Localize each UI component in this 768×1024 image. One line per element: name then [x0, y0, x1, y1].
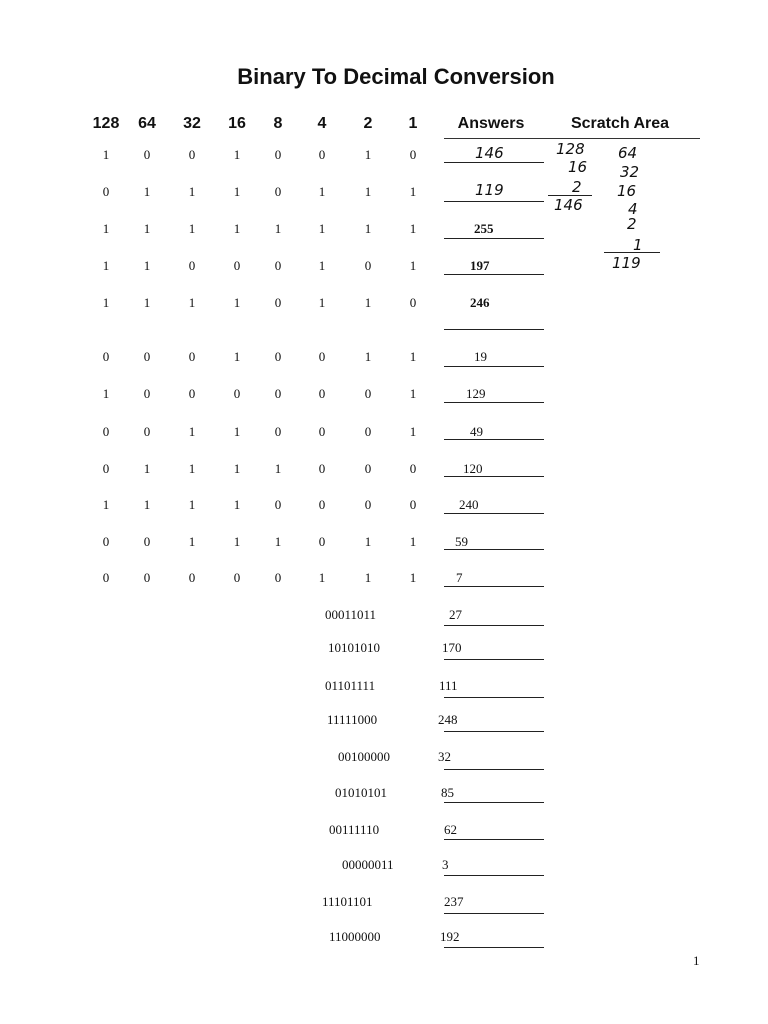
bit-cell: 1 — [318, 570, 326, 585]
bit-cell: 1 — [143, 295, 151, 310]
answer-value: 255 — [474, 221, 494, 236]
bit-cell: 0 — [102, 534, 110, 549]
answer-line — [444, 913, 544, 914]
bit-cell: 0 — [143, 534, 151, 549]
answer-line — [444, 697, 544, 698]
bit-cell: 0 — [143, 386, 151, 401]
scratch-number: 2 — [572, 178, 582, 196]
bit-cell: 1 — [318, 184, 326, 199]
bit-cell: 1 — [143, 258, 151, 273]
bit-cell: 0 — [143, 570, 151, 585]
bit-cell: 1 — [318, 295, 326, 310]
answer-value: 120 — [463, 461, 483, 476]
answer-line — [444, 274, 544, 275]
binary-string: 11101101 — [322, 894, 373, 909]
page-title: Binary To Decimal Conversion — [237, 64, 555, 89]
bit-cell: 0 — [188, 570, 196, 585]
scratch-number: 119 — [612, 254, 641, 272]
bit-cell: 1 — [188, 424, 196, 439]
scratch-number: 16 — [568, 158, 588, 176]
bit-cell: 0 — [274, 349, 282, 364]
bit-cell: 1 — [233, 497, 241, 512]
answer-line — [444, 439, 544, 440]
answer-value: 59 — [455, 534, 468, 549]
bit-cell: 1 — [409, 258, 417, 273]
bit-cell: 0 — [274, 424, 282, 439]
bit-cell: 1 — [143, 461, 151, 476]
answer-value: 240 — [459, 497, 479, 512]
bit-cell: 1 — [102, 386, 110, 401]
answer-value: 146 — [475, 144, 504, 162]
answer-line — [444, 586, 544, 587]
bit-cell: 0 — [102, 424, 110, 439]
bit-cell: 1 — [188, 461, 196, 476]
bit-cell: 0 — [318, 349, 326, 364]
binary-string: 01101111 — [325, 678, 376, 693]
answer-value: 49 — [470, 424, 483, 439]
bit-cell: 0 — [188, 349, 196, 364]
bit-cell: 1 — [188, 534, 196, 549]
bit-cell: 1 — [409, 570, 417, 585]
bit-cell: 1 — [233, 349, 241, 364]
bit-cell: 1 — [102, 221, 110, 236]
answer-line — [444, 659, 544, 660]
answer-value: 129 — [466, 386, 486, 401]
header-divider — [444, 138, 700, 139]
bit-cell: 0 — [274, 184, 282, 199]
answer-value: 7 — [456, 570, 463, 585]
bit-cell: 0 — [188, 147, 196, 162]
answer-line — [444, 839, 544, 840]
answer-value: 246 — [470, 295, 490, 310]
bit-cell: 1 — [188, 221, 196, 236]
answer-line — [444, 329, 544, 330]
bit-cell: 1 — [188, 295, 196, 310]
answer-value: 62 — [444, 822, 457, 837]
bit-cell: 1 — [233, 424, 241, 439]
bit-cell: 0 — [188, 258, 196, 273]
scratch-number: 32 — [620, 163, 640, 181]
bit-cell: 0 — [102, 461, 110, 476]
bit-cell: 1 — [274, 534, 282, 549]
bit-cell: 1 — [233, 184, 241, 199]
scratch-area-header: Scratch Area — [570, 115, 670, 132]
scratch-sum-line — [604, 252, 660, 253]
answer-value: 248 — [438, 712, 458, 727]
answer-value: 192 — [440, 929, 460, 944]
scratch-sum-line — [548, 195, 592, 196]
answers-header: Answers — [457, 115, 525, 132]
bit-cell: 0 — [274, 570, 282, 585]
scratch-number: 146 — [554, 196, 583, 214]
bit-cell: 1 — [409, 221, 417, 236]
bit-cell: 1 — [364, 221, 372, 236]
bit-cell: 0 — [233, 258, 241, 273]
bit-cell: 1 — [409, 386, 417, 401]
bit-weight-header: 16 — [228, 115, 246, 132]
bit-cell: 0 — [188, 386, 196, 401]
bit-cell: 0 — [364, 258, 372, 273]
scratch-number: 2 — [627, 215, 637, 233]
bit-cell: 1 — [143, 184, 151, 199]
answer-line — [444, 402, 544, 403]
bit-cell: 1 — [364, 147, 372, 162]
answer-value: 237 — [444, 894, 464, 909]
answer-line — [444, 875, 544, 876]
bit-cell: 1 — [188, 184, 196, 199]
bit-weight-header: 8 — [273, 115, 283, 132]
answer-line — [444, 366, 544, 367]
answer-line — [444, 513, 544, 514]
bit-cell: 1 — [364, 295, 372, 310]
scratch-number: 4 — [628, 200, 638, 218]
bit-cell: 1 — [318, 221, 326, 236]
bit-weight-header: 32 — [183, 115, 201, 132]
answer-line — [444, 731, 544, 732]
bit-cell: 0 — [318, 386, 326, 401]
bit-cell: 1 — [274, 461, 282, 476]
bit-weight-header: 4 — [317, 115, 327, 132]
bit-cell: 1 — [233, 221, 241, 236]
bit-cell: 0 — [318, 461, 326, 476]
answer-line — [444, 549, 544, 550]
binary-string: 10101010 — [328, 640, 380, 655]
bit-cell: 1 — [188, 497, 196, 512]
bit-weight-header: 2 — [363, 115, 373, 132]
binary-string: 01010101 — [335, 785, 387, 800]
bit-cell: 1 — [102, 147, 110, 162]
bit-cell: 0 — [409, 461, 417, 476]
answer-value: 27 — [449, 607, 462, 622]
bit-cell: 1 — [102, 295, 110, 310]
bit-weight-header: 1 — [408, 115, 418, 132]
bit-cell: 1 — [102, 497, 110, 512]
bit-cell: 0 — [233, 570, 241, 585]
bit-cell: 0 — [409, 295, 417, 310]
answer-line — [444, 625, 544, 626]
binary-string: 00000011 — [342, 857, 394, 872]
bit-cell: 1 — [233, 147, 241, 162]
scratch-number: 128 — [556, 140, 585, 158]
bit-cell: 1 — [409, 424, 417, 439]
binary-string: 00111110 — [329, 822, 380, 837]
bit-cell: 0 — [102, 184, 110, 199]
answer-value: 32 — [438, 749, 451, 764]
bit-cell: 0 — [233, 386, 241, 401]
bit-cell: 0 — [409, 497, 417, 512]
bit-cell: 0 — [143, 349, 151, 364]
bit-cell: 0 — [274, 497, 282, 512]
bit-cell: 0 — [364, 461, 372, 476]
bit-cell: 1 — [233, 534, 241, 549]
binary-string: 00100000 — [338, 749, 390, 764]
bit-cell: 1 — [409, 534, 417, 549]
bit-cell: 1 — [143, 221, 151, 236]
scratch-number: 64 — [618, 144, 638, 162]
binary-string: 11000000 — [329, 929, 381, 944]
bit-cell: 1 — [102, 258, 110, 273]
bit-cell: 1 — [364, 534, 372, 549]
bit-cell: 0 — [318, 147, 326, 162]
bit-cell: 1 — [364, 184, 372, 199]
answer-line — [444, 238, 544, 239]
answer-value: 111 — [439, 678, 458, 693]
binary-string: 00011011 — [325, 607, 377, 622]
bit-cell: 0 — [409, 147, 417, 162]
bit-cell: 0 — [143, 147, 151, 162]
bit-weight-header: 128 — [92, 115, 120, 132]
bit-cell: 0 — [102, 570, 110, 585]
bit-weight-header: 64 — [138, 115, 156, 132]
bit-cell: 0 — [318, 497, 326, 512]
binary-string: 11111000 — [327, 712, 378, 727]
bit-cell: 1 — [409, 184, 417, 199]
bit-cell: 0 — [318, 534, 326, 549]
bit-cell: 0 — [274, 258, 282, 273]
bit-cell: 1 — [274, 221, 282, 236]
bit-cell: 0 — [274, 147, 282, 162]
bit-cell: 0 — [364, 424, 372, 439]
bit-cell: 0 — [274, 295, 282, 310]
page-number: 1 — [693, 953, 700, 968]
bit-cell: 0 — [364, 497, 372, 512]
answer-value: 19 — [474, 349, 487, 364]
bit-cell: 0 — [364, 386, 372, 401]
answer-line — [444, 802, 544, 803]
answer-value: 119 — [475, 181, 504, 199]
answer-value: 85 — [441, 785, 454, 800]
bit-cell: 0 — [274, 386, 282, 401]
answer-line — [444, 476, 544, 477]
bit-cell: 0 — [102, 349, 110, 364]
bit-cell: 1 — [318, 258, 326, 273]
answer-value: 170 — [442, 640, 462, 655]
answer-value: 3 — [442, 857, 449, 872]
answer-line — [444, 769, 544, 770]
answer-line — [444, 162, 544, 163]
bit-cell: 1 — [143, 497, 151, 512]
bit-cell: 1 — [364, 349, 372, 364]
scratch-number: 1 — [633, 236, 643, 254]
answer-value: 197 — [470, 258, 490, 273]
scratch-number: 16 — [617, 182, 637, 200]
bit-cell: 1 — [409, 349, 417, 364]
bit-cell: 1 — [233, 461, 241, 476]
bit-cell: 0 — [318, 424, 326, 439]
bit-cell: 1 — [364, 570, 372, 585]
answer-line — [444, 947, 544, 948]
answer-line — [444, 201, 544, 202]
bit-cell: 1 — [233, 295, 241, 310]
bit-cell: 0 — [143, 424, 151, 439]
